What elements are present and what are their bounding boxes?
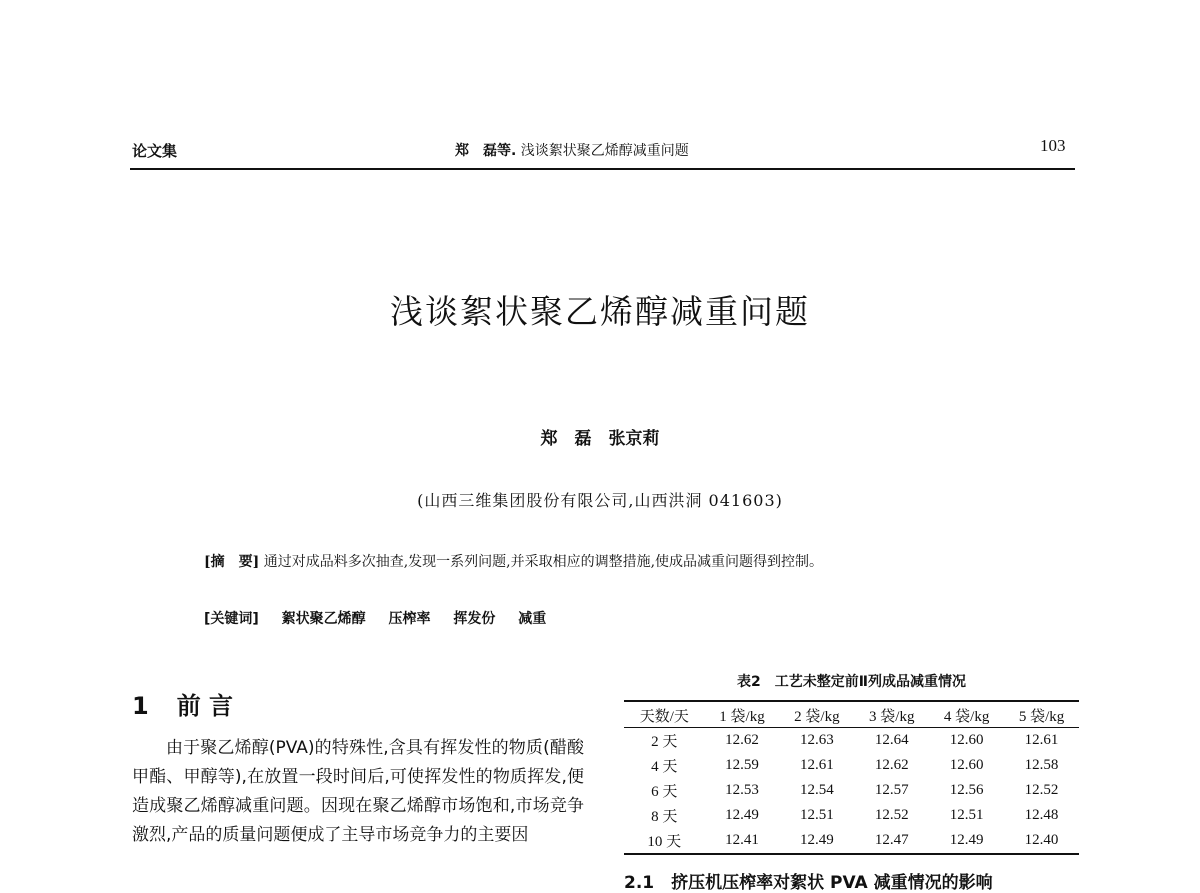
table-cell: 12.56 xyxy=(949,782,984,798)
table-row xyxy=(624,728,1079,754)
weight-loss-table xyxy=(624,700,1079,855)
table-header-cell: 3 袋/kg xyxy=(854,701,929,728)
table-cell: 10 天 xyxy=(624,828,705,854)
table-cell: 12.59 xyxy=(725,757,759,773)
table-cell: 12.49 xyxy=(779,828,854,854)
table-cell: 12.61 xyxy=(1024,732,1059,748)
table-cell: 12.47 xyxy=(854,828,929,854)
section-body-text: 由于聚乙烯醇(PVA)的特殊性,含具有挥发性的物质(醋酸甲酯、甲醇等),在放置一段时间后,可使挥发性的物质挥发,便造成聚乙烯醇减重问题。因现在聚乙烯醇市场饱和,市场竞争激烈,产品的质量问题便成了主导市场竞争力的主要因 xyxy=(132,738,584,845)
table-cell: 12.51 xyxy=(800,807,834,823)
table-cell: 2 天 xyxy=(651,734,678,750)
authors: 郑 磊 张京莉 xyxy=(540,429,660,449)
running-header-title: 浅谈絮状聚乙烯醇减重问题 xyxy=(520,143,689,159)
table-cell: 12.51 xyxy=(949,807,984,823)
table-cell: 12.48 xyxy=(1024,807,1059,823)
table-cell: 12.49 xyxy=(929,828,1004,854)
table-cell: 12.63 xyxy=(800,732,834,748)
table-cell: 12.62 xyxy=(874,757,909,773)
keyword: 絮状聚乙烯醇 xyxy=(281,611,366,627)
table-cell: 4 天 xyxy=(651,759,678,775)
table-header-cell: 1 袋/kg xyxy=(705,701,780,728)
table-cell: 6 天 xyxy=(651,784,678,800)
table-cell: 12.57 xyxy=(874,782,909,798)
table-row xyxy=(624,803,1079,828)
keywords-label: [关键词] xyxy=(204,611,259,627)
table-cell: 12.49 xyxy=(725,807,759,823)
table-cell: 12.64 xyxy=(874,732,909,748)
running-header-journal: 论文集 xyxy=(132,142,178,160)
table-cell: 12.40 xyxy=(1004,828,1079,854)
abstract-text: 通过对成品料多次抽查,发现一系列问题,并采取相应的调整措施,使成品减重问题得到控制。 xyxy=(263,554,824,570)
table-cell: 12.52 xyxy=(874,807,909,823)
keyword: 减重 xyxy=(518,611,547,627)
keyword: 挥发份 xyxy=(453,611,496,627)
paper-title: 浅谈絮状聚乙烯醇减重问题 xyxy=(390,292,810,331)
table-header-row xyxy=(624,701,1079,728)
table-cell: 12.60 xyxy=(949,757,984,773)
table-cell: 12.61 xyxy=(800,757,834,773)
running-header-citation xyxy=(455,140,689,160)
table-cell: 12.60 xyxy=(949,732,984,748)
keyword: 压榨率 xyxy=(388,611,431,627)
affiliation: (山西三维集团股份有限公司,山西洪洞 041603) xyxy=(417,491,783,510)
table-header-cell: 天数/天 xyxy=(624,701,705,728)
subsection-heading: 2.1 挤压机压榨率对絮状 PVA 减重情况的影响 xyxy=(624,873,993,893)
section-number: 1 xyxy=(132,692,149,720)
table-cell: 12.53 xyxy=(725,782,759,798)
table-cell: 12.54 xyxy=(800,782,834,798)
table-header-cell: 5 袋/kg xyxy=(1004,701,1079,728)
table-cell: 8 天 xyxy=(651,809,678,825)
table-cell: 12.41 xyxy=(705,828,780,854)
header-rule xyxy=(130,168,1075,170)
table-cell: 12.62 xyxy=(725,732,759,748)
table-row xyxy=(624,778,1079,803)
table-cell: 12.58 xyxy=(1024,757,1059,773)
keywords xyxy=(204,608,564,628)
running-header-author: 郑 磊等. xyxy=(455,143,517,159)
table-header-cell: 2 袋/kg xyxy=(779,701,854,728)
table-row xyxy=(624,828,1079,854)
abstract-label: [摘 要] xyxy=(204,554,260,570)
table-caption: 表2 工艺未整定前Ⅱ列成品减重情况 xyxy=(737,674,966,690)
table-cell: 12.52 xyxy=(1024,782,1059,798)
table-header-cell: 4 袋/kg xyxy=(929,701,1004,728)
table-row xyxy=(624,753,1079,778)
page-number: 103 xyxy=(1040,136,1066,155)
abstract xyxy=(172,549,1052,575)
section-heading xyxy=(132,686,233,721)
section-title: 前 言 xyxy=(176,692,234,720)
